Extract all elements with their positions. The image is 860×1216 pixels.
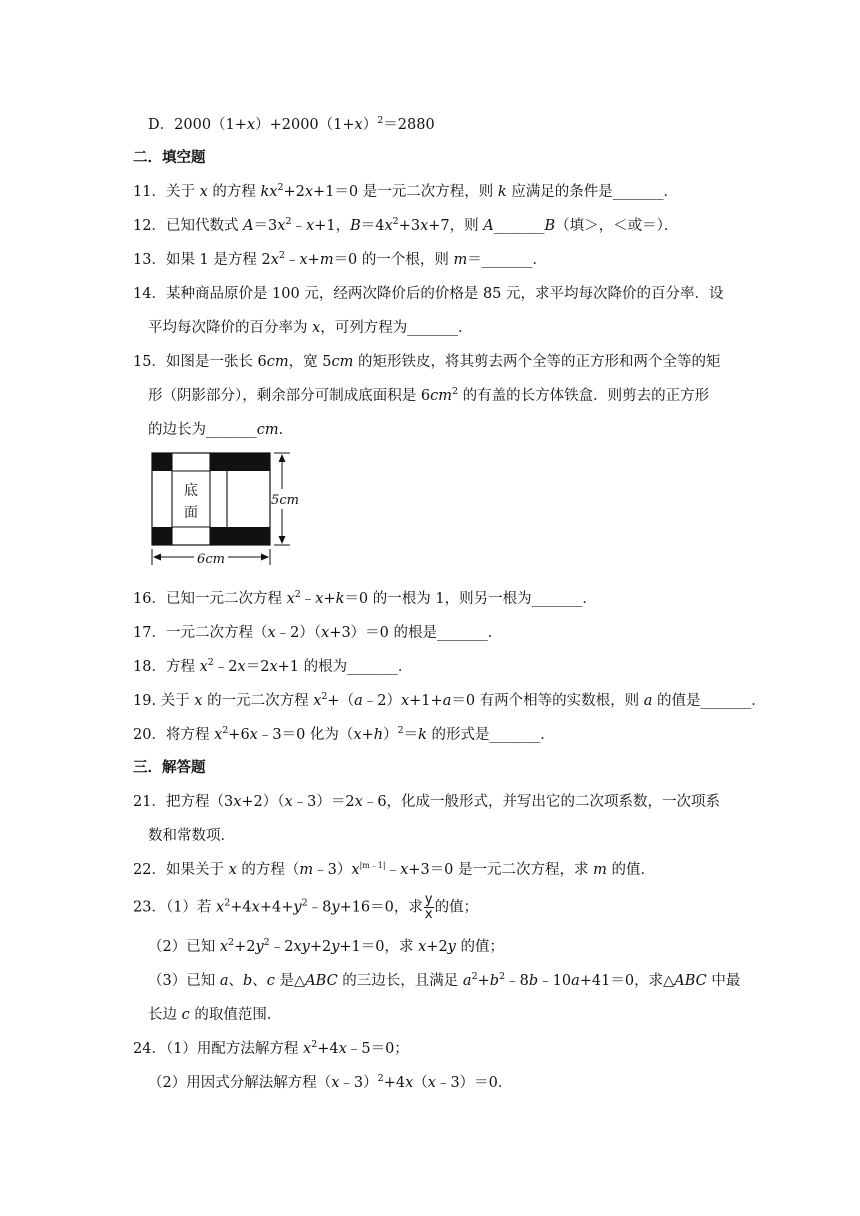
- base-label-2: 面: [184, 505, 198, 521]
- question-23-part3-line2: 长边 c 的取值范围．: [148, 1007, 282, 1023]
- question-23-part2: （2）已知 $x^2+2y^2﹣2xy+2y+1=0$，求 x+2y 的值；: [148, 937, 504, 955]
- cut-rect-top-right: [210, 453, 270, 471]
- option-d: D．$2000(1+x)+2000(1+x)^2=2880$: [148, 115, 435, 133]
- cut-square-top-left: [152, 453, 172, 471]
- cut-square-bottom-left: [152, 527, 172, 545]
- question-21-line2: 数和常数项．: [148, 828, 235, 844]
- question-15-line2: 形（阴影部分），剩余部分可制成底面积是 $6cm^2$ 的有盖的长方体铁盒．则剪去的正方形: [148, 386, 710, 404]
- question-19: 19. 关于 x 的一元二次方程 $x^2+(a﹣2)x+1+a=0$ 有两个相等的实数根，则 a 的值是_______．: [133, 691, 766, 709]
- sheet-figure: [150, 451, 300, 569]
- width-label: 6cm: [197, 552, 225, 567]
- fraction-y-over-x: $\frac{y}{x}$: [424, 892, 433, 922]
- question-13: 13．如果 1 是方程 $2x^2﹣x+m=0$ 的一个根，则 m＝_______．: [133, 250, 548, 268]
- section-title-fill-in: 二．填空题: [133, 150, 206, 166]
- height-arrow-up: [279, 454, 286, 462]
- question-16: 16．已知一元二次方程 $x^2﹣x+k=0$ 的一根为 1，则另一根为_______．: [133, 589, 597, 607]
- width-arrow-left: [153, 554, 161, 561]
- question-23-part1: 23．（1）若 $x^2+4x+4+y^2﹣8y+16=0$，求 $\frac{y}{x}$ 的值；: [133, 892, 479, 922]
- question-20: 20．将方程 $x^2+6x﹣3=0$ 化为$(x+h)^2=k$ 的形式是_______．: [133, 725, 555, 743]
- question-15-line3: 的边长为_______cm．: [148, 422, 294, 438]
- question-17: 17．一元二次方程（x﹣2）（x+3）＝0 的根是_______．: [133, 625, 503, 641]
- question-18: 18．方程 $x^2﹣2x=2x+1$ 的根为_______．: [133, 657, 413, 675]
- question-24-part2: （2）用因式分解法解方程（x﹣3）$^2$+4x（x﹣3）＝0．: [148, 1073, 513, 1091]
- width-arrow-right: [261, 554, 269, 561]
- question-15: 15．如图是一张长 6cm，宽 5cm 的矩形铁皮，将其剪去两个全等的正方形和两个全等的矩: [133, 354, 721, 370]
- section-title-solve: 三．解答题: [133, 760, 206, 776]
- height-label: 5cm: [271, 493, 299, 508]
- cut-shaded-regions: [152, 453, 270, 545]
- question-14-line2: 平均每次降价的百分率为 x，可列方程为_______．: [148, 320, 473, 336]
- question-21: 21．把方程（3x+2）（x﹣3）＝2x﹣6，化成一般形式，并写出它的二次项系数，一次项系: [133, 794, 721, 810]
- question-23-part3: （3）已知 a、b、c 是△ABC 的三边长，且满足 $a^2+b^2﹣8b﹣10a+41=0$，求△ABC 中最: [148, 971, 741, 989]
- question-11: 11．关于 x 的方程 $kx^2+2x+1=0$ 是一元二次方程，则 k 应满足的条件是_______．: [133, 182, 679, 200]
- cut-rect-bottom-right: [210, 527, 270, 545]
- question-12: 12．已知代数式 $A=3x^2﹣x+1$，$B=4x^2+3x+7$，则 A_______B（填＞，＜或＝）．: [133, 216, 679, 234]
- question-14: 14．某种商品原价是 100 元，经两次降价后的价格是 85 元，求平均每次降价的百分率．设: [133, 286, 724, 302]
- question-22: 22．如果关于 x 的方程$(m﹣3)x^{|m﹣1|}﹣x+3=0$ 是一元二次方程，求 m 的值．: [133, 861, 655, 878]
- height-arrow-down: [279, 536, 286, 544]
- question-24-part1: 24．（1）用配方法解方程 $x^2+4x﹣5=0$；: [133, 1039, 409, 1057]
- base-label-1: 底: [184, 483, 198, 499]
